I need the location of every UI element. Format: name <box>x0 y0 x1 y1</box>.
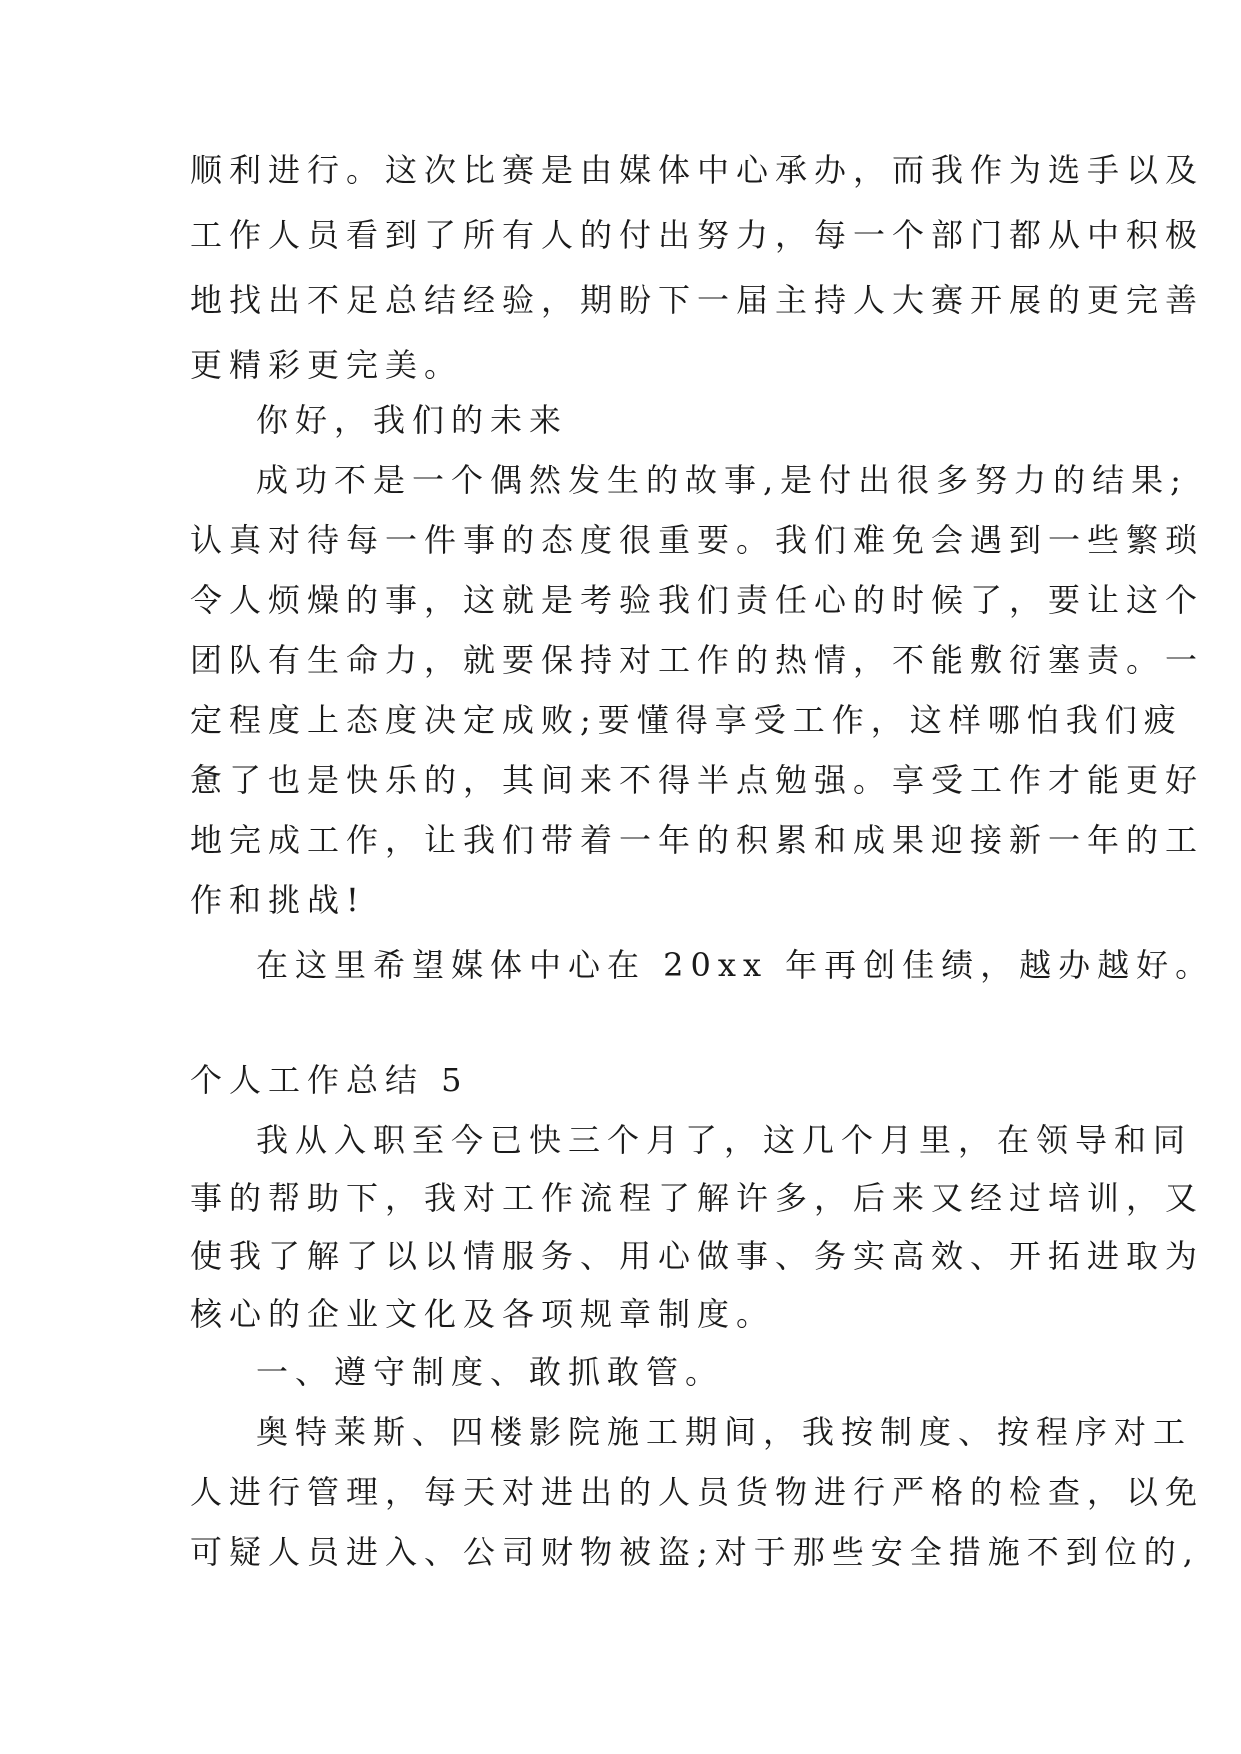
paragraph-line: 更精彩更完美。 <box>190 346 464 384</box>
paragraph-line: 事的帮助下，我对工作流程了解许多，后来又经过培训，又 <box>190 1179 1205 1217</box>
paragraph-line: 奥特莱斯、四楼影院施工期间，我按制度、按程序对工 <box>256 1413 1193 1451</box>
paragraph-line: 核心的企业文化及各项规章制度。 <box>190 1295 776 1333</box>
paragraph-line: 作和挑战! <box>190 881 366 919</box>
paragraph-line: 人进行管理，每天对进出的人员货物进行严格的检查，以免 <box>190 1473 1205 1511</box>
section-title: 个人工作总结 5 <box>190 1061 469 1099</box>
section-heading: 一、遵守制度、敢抓敢管。 <box>256 1353 725 1391</box>
paragraph-line: 团队有生命力，就要保持对工作的热情，不能敷衍塞责。一 <box>190 641 1205 679</box>
paragraph-line: 工作人员看到了所有人的付出努力，每一个部门都从中积极 <box>190 216 1205 254</box>
paragraph-line: 使我了解了以以情服务、用心做事、务实高效、开拓进取为 <box>190 1237 1205 1275</box>
paragraph-line: 我从入职至今已快三个月了，这几个月里，在领导和同 <box>256 1121 1193 1159</box>
paragraph-line: 顺利进行。这次比赛是由媒体中心承办，而我作为选手以及 <box>190 151 1205 189</box>
paragraph-line: 成功不是一个偶然发生的故事,是付出很多努力的结果; <box>256 461 1188 499</box>
paragraph-line: 令人烦燥的事，这就是考验我们责任心的时候了，要让这个 <box>190 581 1205 619</box>
paragraph-line: 在这里希望媒体中心在 20xx 年再创佳绩，越办越好。 <box>256 946 1215 984</box>
paragraph-line: 地完成工作，让我们带着一年的积累和成果迎接新一年的工 <box>190 821 1205 859</box>
paragraph-line: 可疑人员进入、公司财物被盗;对于那些安全措施不到位的, <box>190 1533 1200 1571</box>
paragraph-line: 定程度上态度决定成败;要懂得享受工作，这样哪怕我们疲 <box>190 701 1183 739</box>
paragraph-line: 惫了也是快乐的，其间来不得半点勉强。享受工作才能更好 <box>190 761 1205 799</box>
paragraph-line: 认真对待每一件事的态度很重要。我们难免会遇到一些繁琐 <box>190 521 1205 559</box>
paragraph-line: 地找出不足总结经验，期盼下一届主持人大赛开展的更完善 <box>190 281 1205 319</box>
section-heading: 你好，我们的未来 <box>256 401 569 439</box>
